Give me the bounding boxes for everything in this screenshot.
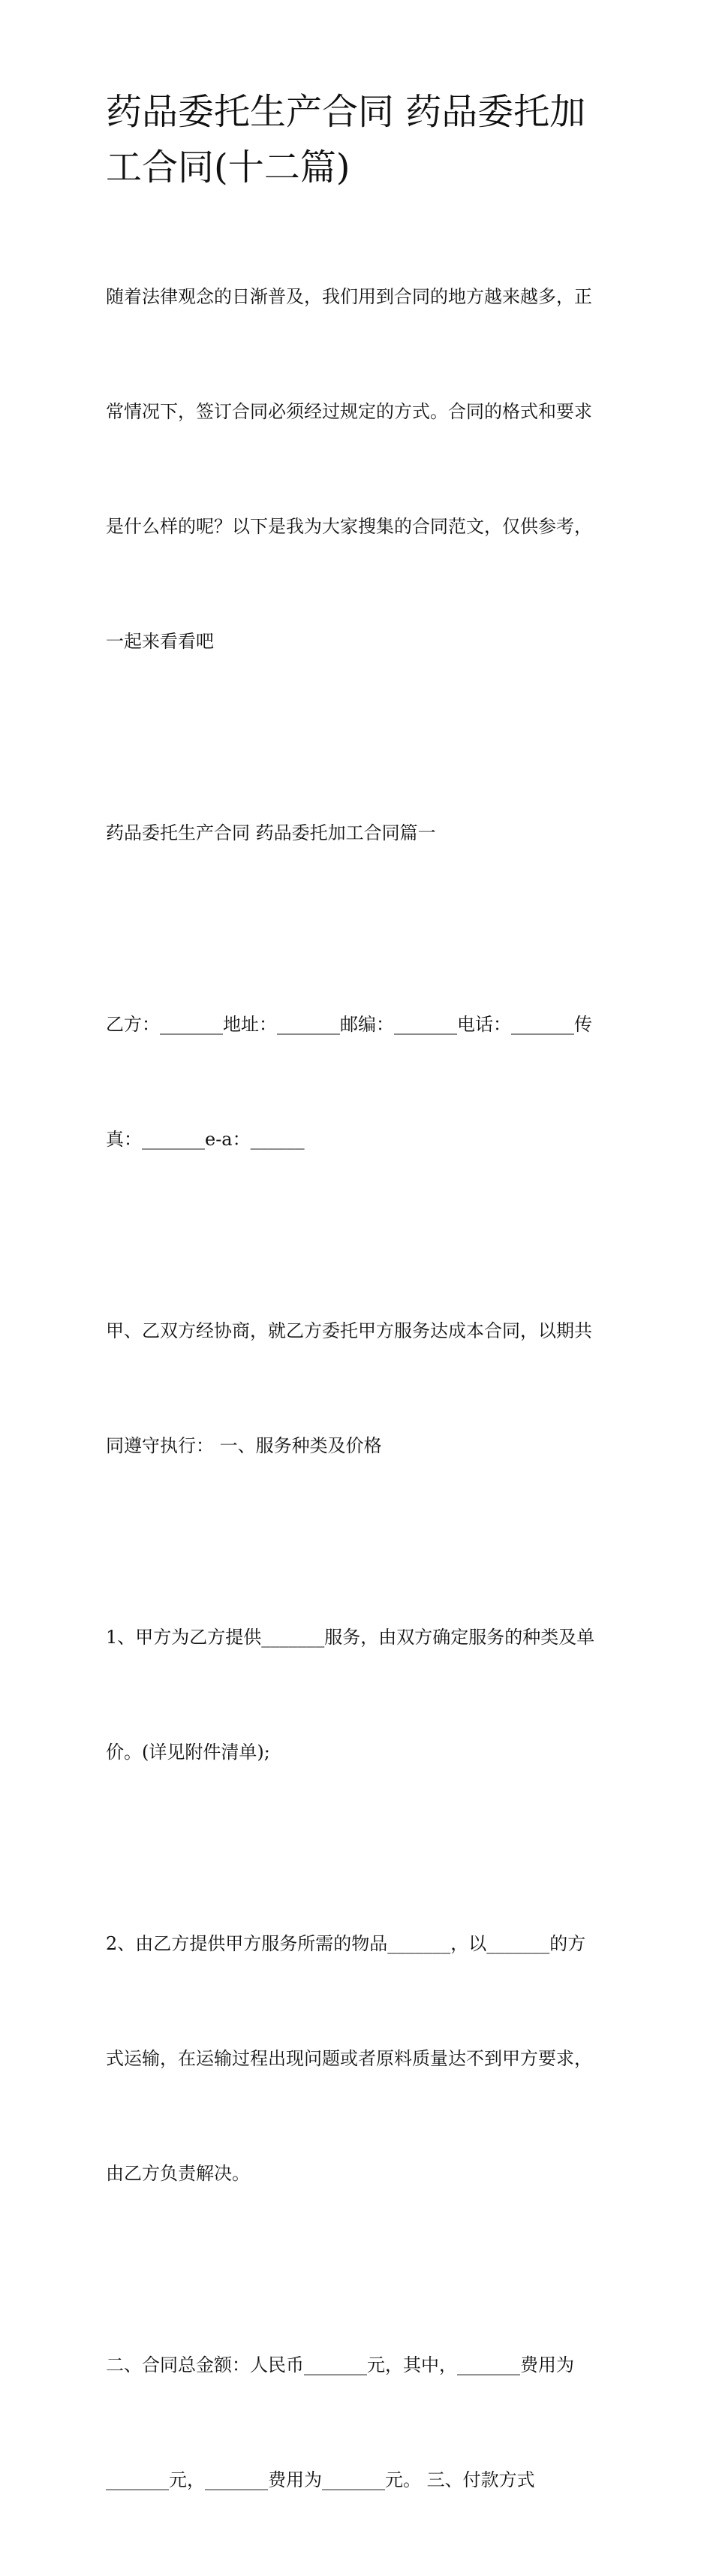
text-line: 1、甲方为乙方提供_______服务，由双方确定服务的种类及单 bbox=[106, 1627, 595, 1648]
text-line: 式运输，在运输过程出现问题或者原料质量达不到甲方要求， bbox=[106, 2048, 592, 2069]
agreement-paragraph bbox=[106, 1235, 612, 1542]
text-line: 由乙方负责解决。 bbox=[106, 2163, 250, 2184]
text-line: 随着法律观念的日渐普及，我们用到合同的地方越来越多，正 bbox=[106, 286, 592, 307]
text-line: 真：_______e-a：______ bbox=[106, 1129, 305, 1150]
clause-1-paragraph bbox=[106, 1542, 612, 1848]
text-line: _______元，_______费用为_______元。 三、付款方式 bbox=[106, 2469, 535, 2490]
party-info-paragraph bbox=[106, 929, 612, 1235]
total-amount-paragraph bbox=[106, 2270, 612, 2576]
title-line-1: 药品委托生产合同 药品委托加 bbox=[106, 91, 586, 133]
clause-2-paragraph bbox=[106, 1848, 612, 2270]
text-line: 常情况下，签订合同必须经过规定的方式。合同的格式和要求 bbox=[106, 401, 592, 422]
text-line: 2、由乙方提供甲方服务所需的物品_______，以_______的方 bbox=[106, 1933, 586, 1954]
text-line: 二、合同总金额：人民币_______元，其中，_______费用为 bbox=[106, 2354, 574, 2375]
text-line: 药品委托生产合同 药品委托加工合同篇一 bbox=[106, 822, 436, 843]
section-heading bbox=[106, 738, 612, 929]
text-line: 一起来看看吧 bbox=[106, 631, 214, 652]
text-line: 是什么样的呢？以下是我为大家搜集的合同范文，仅供参考， bbox=[106, 516, 592, 537]
intro-paragraph bbox=[106, 201, 612, 738]
document-title bbox=[106, 84, 612, 195]
title-line-2: 工合同(十二篇) bbox=[106, 146, 350, 189]
text-line: 价。(详见附件清单); bbox=[106, 1742, 270, 1763]
text-line: 甲、乙双方经协商，就乙方委托甲方服务达成本合同，以期共 bbox=[106, 1320, 592, 1341]
document-page bbox=[106, 84, 612, 2576]
text-line: 乙方：_______地址：_______邮编：_______电话：_______传 bbox=[106, 1014, 592, 1035]
text-line: 同遵守执行： 一、服务种类及价格 bbox=[106, 1435, 382, 1456]
